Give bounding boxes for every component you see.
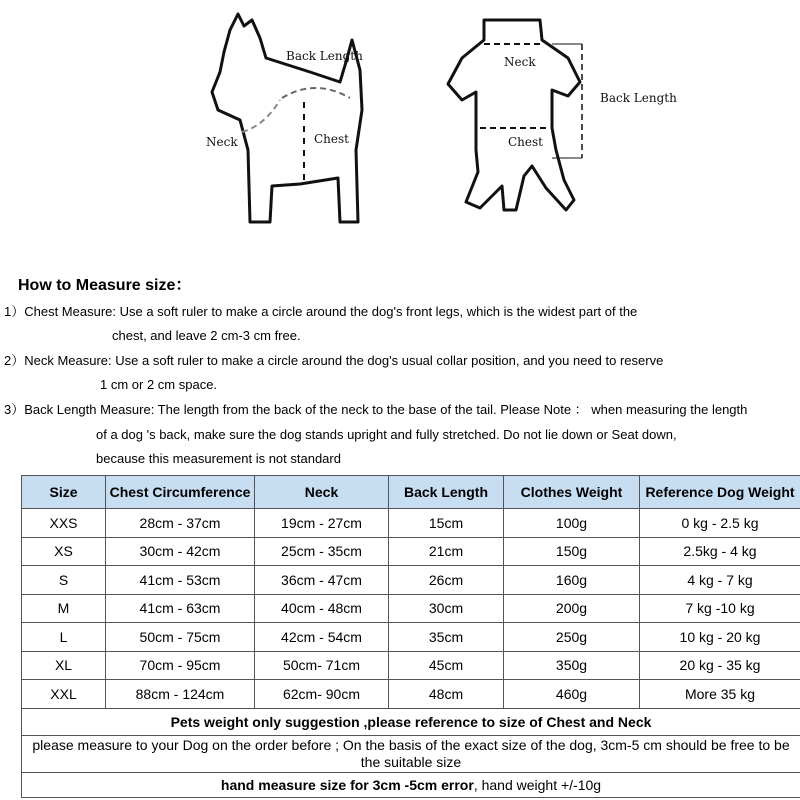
dog-side-view-diagram bbox=[190, 0, 380, 262]
table-row bbox=[22, 594, 800, 623]
side-neck-label: Neck bbox=[206, 135, 238, 149]
garment-outline bbox=[448, 20, 580, 210]
cell-back-length: 30cm bbox=[389, 594, 504, 623]
cell-dog-weight: 4 kg - 7 kg bbox=[640, 566, 800, 595]
side-back-length-label: Back Length bbox=[286, 49, 363, 63]
cell-dog-weight: 0 kg - 2.5 kg bbox=[640, 509, 800, 538]
size-chart-table bbox=[21, 475, 800, 798]
front-chest-label: Chest bbox=[508, 135, 543, 149]
note-row bbox=[22, 708, 800, 735]
neck-line bbox=[242, 100, 280, 132]
header-neck: Neck bbox=[255, 476, 389, 509]
cell-size: XXS bbox=[22, 509, 106, 538]
table-row bbox=[22, 566, 800, 595]
cell-chest: 88cm - 124cm bbox=[106, 680, 255, 709]
side-chest-label: Chest bbox=[314, 132, 349, 146]
cell-dog-weight: More 35 kg bbox=[640, 680, 800, 709]
cell-size: S bbox=[22, 566, 106, 595]
cell-size: M bbox=[22, 594, 106, 623]
cell-neck: 25cm - 35cm bbox=[255, 537, 389, 566]
cell-chest: 30cm - 42cm bbox=[106, 537, 255, 566]
header-chest-circumference: Chest Circumference bbox=[106, 476, 255, 509]
cell-back-length: 48cm bbox=[389, 680, 504, 709]
header-back-length: Back Length bbox=[389, 476, 504, 509]
cell-dog-weight: 10 kg - 20 kg bbox=[640, 623, 800, 652]
cell-neck: 42cm - 54cm bbox=[255, 623, 389, 652]
dog-front-view-diagram bbox=[440, 0, 680, 262]
cell-back-length: 15cm bbox=[389, 509, 504, 538]
cell-clothes-weight: 150g bbox=[504, 537, 640, 566]
note-row bbox=[22, 735, 800, 772]
table-row bbox=[22, 623, 800, 652]
table-row bbox=[22, 537, 800, 566]
cell-back-length: 45cm bbox=[389, 651, 504, 680]
header-size: Size bbox=[22, 476, 106, 509]
cell-clothes-weight: 460g bbox=[504, 680, 640, 709]
cell-neck: 19cm - 27cm bbox=[255, 509, 389, 538]
cell-clothes-weight: 250g bbox=[504, 623, 640, 652]
cell-chest: 28cm - 37cm bbox=[106, 509, 255, 538]
table-row bbox=[22, 651, 800, 680]
cell-size: L bbox=[22, 623, 106, 652]
cell-chest: 41cm - 53cm bbox=[106, 566, 255, 595]
cell-size: XXL bbox=[22, 680, 106, 709]
cell-clothes-weight: 350g bbox=[504, 651, 640, 680]
cell-back-length: 35cm bbox=[389, 623, 504, 652]
cell-neck: 40cm - 48cm bbox=[255, 594, 389, 623]
front-neck-label: Neck bbox=[504, 55, 536, 69]
back-length-line bbox=[282, 88, 350, 98]
table-header-row bbox=[22, 476, 800, 509]
table-row bbox=[22, 509, 800, 538]
cell-size: XL bbox=[22, 651, 106, 680]
measurement-error-bold: hand measure size for 3cm -5cm error bbox=[220, 776, 474, 793]
how-to-measure-heading: How to Measure size： bbox=[18, 277, 192, 294]
cell-chest: 41cm - 63cm bbox=[106, 594, 255, 623]
cell-size: XS bbox=[22, 537, 106, 566]
cell-dog-weight: 20 kg - 35 kg bbox=[640, 651, 800, 680]
measurement-error-note bbox=[22, 772, 800, 797]
cell-neck: 50cm- 71cm bbox=[255, 651, 389, 680]
back-length-instruction-cont: of a dog 's back, make sure the dog stands upright and fully stretched. Do not lie down or Seat down, bbox=[96, 427, 677, 442]
measure-before-order-note: please measure to your Dog on the order before ; On the basis of the exact size of the dog, 3cm-5 cm should be free to be the suitable size bbox=[22, 735, 800, 772]
back-length-instruction-cont2: because this measurement is not standard bbox=[96, 451, 341, 466]
cell-clothes-weight: 160g bbox=[504, 566, 640, 595]
header-clothes-weight: Clothes Weight bbox=[504, 476, 640, 509]
dog-side-outline bbox=[212, 14, 362, 222]
cell-neck: 36cm - 47cm bbox=[255, 566, 389, 595]
cell-chest: 50cm - 75cm bbox=[106, 623, 255, 652]
cell-chest: 70cm - 95cm bbox=[106, 651, 255, 680]
measurement-error-rest: , hand weight +/-10g bbox=[473, 776, 602, 793]
table-row bbox=[22, 680, 800, 709]
cell-back-length: 26cm bbox=[389, 566, 504, 595]
cell-clothes-weight: 100g bbox=[504, 509, 640, 538]
back-length-instruction: 3）Back Length Measure: The length from the back of the neck to the base of the tail. Please Note ： when measuring the length bbox=[4, 402, 748, 417]
chest-measure-instruction-cont: chest, and leave 2 cm-3 cm free. bbox=[112, 328, 301, 343]
chest-measure-instruction: 1）Chest Measure: Use a soft ruler to make a circle around the dog's front legs, which is the widest part of the bbox=[4, 304, 638, 319]
cell-clothes-weight: 200g bbox=[504, 594, 640, 623]
neck-measure-instruction-cont: 1 cm or 2 cm space. bbox=[100, 377, 218, 392]
front-back-length-label: Back Length bbox=[600, 91, 677, 105]
cell-dog-weight: 7 kg -10 kg bbox=[640, 594, 800, 623]
cell-neck: 62cm- 90cm bbox=[255, 680, 389, 709]
neck-measure-instruction: 2）Neck Measure: Use a soft ruler to make a circle around the dog's usual collar position, and you need to reserve bbox=[4, 353, 664, 368]
cell-dog-weight: 2.5kg - 4 kg bbox=[640, 537, 800, 566]
note-row bbox=[22, 772, 800, 797]
cell-back-length: 21cm bbox=[389, 537, 504, 566]
header-reference-dog-weight: Reference Dog Weight bbox=[640, 476, 800, 509]
weight-suggestion-note: Pets weight only suggestion ,please reference to size of Chest and Neck bbox=[22, 708, 800, 735]
